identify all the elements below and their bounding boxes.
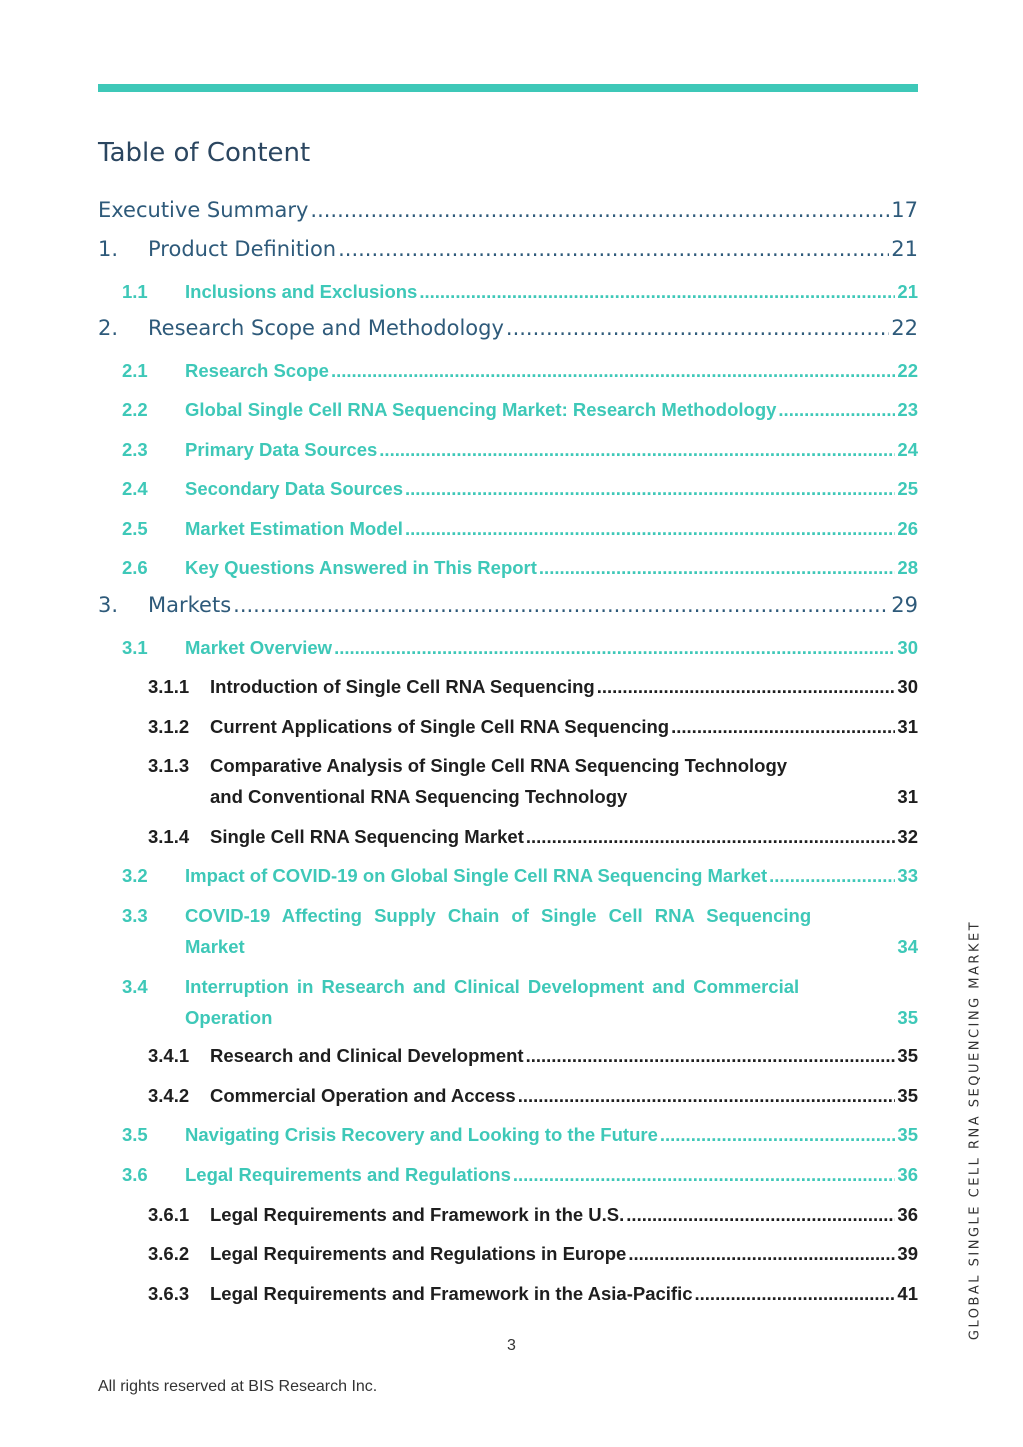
toc-entry-page: 31 bbox=[897, 786, 918, 807]
toc-entry-text: Research and Clinical Development bbox=[210, 1045, 524, 1066]
toc-entry-text: Inclusions and Exclusions bbox=[185, 281, 418, 302]
toc-entry-introduction-scrna[interactable] bbox=[148, 676, 918, 698]
toc-entry-number: 2.1 bbox=[122, 360, 148, 381]
toc-entry-inclusions-exclusions[interactable] bbox=[122, 281, 918, 303]
toc-leader-dots bbox=[331, 360, 895, 382]
toc-entry-text-continued: Market bbox=[185, 936, 245, 957]
toc-entry-text: Research Scope and Methodology bbox=[148, 316, 504, 340]
toc-entry-number: 2.4 bbox=[122, 478, 148, 499]
toc-entry-page: 21 bbox=[897, 281, 918, 302]
toc-leader-dots bbox=[379, 439, 895, 461]
toc-leader-dots bbox=[539, 557, 896, 579]
toc-entry-text: Legal Requirements and Framework in the Asia-Pacific bbox=[210, 1283, 693, 1304]
toc-entry-executive-summary[interactable] bbox=[98, 198, 918, 222]
toc-entry-number: 3.4.1 bbox=[148, 1045, 190, 1066]
toc-leader-dots bbox=[506, 316, 889, 340]
toc-entry-text-continued: and Conventional RNA Sequencing Technology bbox=[210, 786, 628, 807]
toc-entry-text: Primary Data Sources bbox=[185, 439, 378, 460]
toc-leader-dots bbox=[626, 1204, 895, 1226]
toc-entry-research-scope-methodology[interactable] bbox=[98, 316, 918, 340]
page-title: Table of Content bbox=[98, 138, 311, 168]
toc-entry-text: Comparative Analysis of Single Cell RNA Sequencing Technology bbox=[210, 755, 788, 776]
toc-leader-dots bbox=[513, 1164, 896, 1186]
toc-entry-number: 1. bbox=[98, 237, 119, 261]
toc-entry-page: 24 bbox=[897, 439, 918, 460]
toc-entry-primary-data-sources[interactable] bbox=[122, 439, 918, 461]
toc-entry-page: 35 bbox=[897, 1124, 918, 1145]
toc-entry-page: 36 bbox=[897, 1204, 918, 1225]
toc-entry-number: 2. bbox=[98, 316, 119, 340]
toc-entry-research-methodology[interactable] bbox=[122, 399, 918, 421]
toc-leader-dots bbox=[778, 399, 895, 421]
toc-leader-dots bbox=[769, 865, 895, 887]
toc-entry-text: Legal Requirements and Framework in the U.S. bbox=[210, 1204, 625, 1225]
toc-entry-number: 1.1 bbox=[122, 281, 148, 302]
toc-entry-page: 29 bbox=[891, 593, 918, 617]
toc-entry-text: Executive Summary bbox=[98, 198, 309, 222]
toc-entry-number: 3.1.4 bbox=[148, 826, 190, 847]
toc-entry-research-scope[interactable] bbox=[122, 360, 918, 382]
toc-entry-number: 3.5 bbox=[122, 1124, 148, 1145]
page-number: 3 bbox=[507, 1337, 516, 1354]
toc-entry-text: Navigating Crisis Recovery and Looking to the Future bbox=[185, 1124, 658, 1145]
toc-entry-page: 22 bbox=[897, 360, 918, 381]
toc-entry-page: 36 bbox=[897, 1164, 918, 1185]
toc-entry-number: 3. bbox=[98, 593, 119, 617]
toc-leader-dots bbox=[695, 1283, 896, 1305]
toc-leader-dots bbox=[233, 593, 889, 617]
toc-entry-text: Product Definition bbox=[148, 237, 337, 261]
toc-entry-page: 21 bbox=[891, 237, 918, 261]
toc-entry-market-overview[interactable] bbox=[122, 637, 918, 659]
toc-entry-text: Markets bbox=[148, 593, 232, 617]
toc-entry-crisis-recovery[interactable] bbox=[122, 1124, 918, 1146]
toc-entry-text: Commercial Operation and Access bbox=[210, 1085, 516, 1106]
toc-entry-number: 3.2 bbox=[122, 865, 148, 886]
toc-entry-legal-requirements[interactable] bbox=[122, 1164, 918, 1186]
toc-leader-dots bbox=[334, 637, 895, 659]
toc-entry-page: 35 bbox=[897, 1045, 918, 1066]
toc-entry-text: Interruption in Research and Clinical Development and Commercial bbox=[185, 976, 800, 997]
toc-entry-page: 22 bbox=[891, 316, 918, 340]
toc-entry-text: Secondary Data Sources bbox=[185, 478, 403, 499]
toc-leader-dots bbox=[660, 1124, 896, 1146]
toc-leader-dots bbox=[526, 826, 896, 848]
toc-entry-number: 3.1 bbox=[122, 637, 148, 658]
footer-copyright: All rights reserved at BIS Research Inc. bbox=[98, 1378, 378, 1395]
toc-entry-number: 3.3 bbox=[122, 905, 148, 926]
toc-entry-commercial-operation[interactable] bbox=[148, 1085, 918, 1107]
toc-entry-secondary-data-sources[interactable] bbox=[122, 478, 918, 500]
toc-entry-number: 2.3 bbox=[122, 439, 148, 460]
toc-entry-text: Legal Requirements and Regulations in Europe bbox=[210, 1243, 627, 1264]
toc-leader-dots bbox=[419, 281, 895, 303]
toc-entry-number: 3.6.1 bbox=[148, 1204, 190, 1225]
toc-entry-text: Key Questions Answered in This Report bbox=[185, 557, 537, 578]
toc-leader-dots bbox=[310, 198, 889, 222]
toc-entry-text: Single Cell RNA Sequencing Market bbox=[210, 826, 524, 847]
toc-entry-number: 3.4.2 bbox=[148, 1085, 190, 1106]
toc-entry-key-questions[interactable] bbox=[122, 557, 918, 579]
toc-entry-page: 23 bbox=[897, 399, 918, 420]
toc-entry-text: Current Applications of Single Cell RNA Sequencing bbox=[210, 716, 670, 737]
toc-entry-markets[interactable] bbox=[98, 593, 918, 617]
top-accent-rule bbox=[98, 84, 918, 92]
toc-entry-text: Market Overview bbox=[185, 637, 333, 658]
toc-entry-comparative-analysis[interactable] bbox=[148, 755, 918, 815]
toc-entry-covid-supply-chain[interactable] bbox=[122, 905, 918, 965]
toc-entry-page: 35 bbox=[897, 1085, 918, 1106]
toc-leader-dots bbox=[671, 716, 895, 738]
toc-entry-page: 33 bbox=[897, 865, 918, 886]
toc-entry-page: 17 bbox=[891, 198, 918, 222]
toc-entry-current-applications[interactable] bbox=[148, 716, 918, 738]
toc-entry-page: 30 bbox=[897, 637, 918, 658]
toc-entry-page: 26 bbox=[897, 518, 918, 539]
toc-entry-page: 35 bbox=[897, 1007, 918, 1028]
toc-leader-dots bbox=[518, 1085, 896, 1107]
toc-entry-text: Introduction of Single Cell RNA Sequencing bbox=[210, 676, 595, 697]
toc-entry-product-definition[interactable] bbox=[98, 237, 918, 261]
toc-entry-text: Market Estimation Model bbox=[185, 518, 403, 539]
toc-entry-text-continued: Operation bbox=[185, 1007, 273, 1028]
toc-entry-legal-asia-pacific[interactable] bbox=[148, 1283, 918, 1305]
toc-entry-page: 32 bbox=[897, 826, 918, 847]
toc-entry-number: 3.6.2 bbox=[148, 1243, 190, 1264]
toc-entry-number: 3.4 bbox=[122, 976, 148, 997]
toc-entry-number: 2.5 bbox=[122, 518, 148, 539]
toc-entry-number: 2.6 bbox=[122, 557, 148, 578]
toc-leader-dots bbox=[338, 237, 889, 261]
toc-entry-legal-europe[interactable] bbox=[148, 1243, 918, 1265]
toc-entry-page: 41 bbox=[897, 1283, 918, 1304]
toc-leader-dots bbox=[405, 478, 895, 500]
toc-entry-legal-us[interactable] bbox=[148, 1204, 918, 1226]
toc-entry-text: Impact of COVID-19 on Global Single Cell RNA Sequencing Market bbox=[185, 865, 768, 886]
toc-entry-page: 34 bbox=[897, 936, 918, 957]
toc-leader-dots bbox=[597, 676, 896, 698]
toc-entry-page: 31 bbox=[897, 716, 918, 737]
toc-entry-number: 3.1.2 bbox=[148, 716, 190, 737]
toc-leader-dots bbox=[628, 1243, 895, 1265]
toc-entry-number: 3.6.3 bbox=[148, 1283, 190, 1304]
side-running-title: GLOBAL SINGLE CELL RNA SEQUENCING MARKET bbox=[967, 919, 983, 1341]
toc-leader-dots bbox=[405, 518, 895, 540]
toc-entry-text: Legal Requirements and Regulations bbox=[185, 1164, 511, 1185]
toc-entry-market-estimation-model[interactable] bbox=[122, 518, 918, 540]
toc-entry-text: Research Scope bbox=[185, 360, 329, 381]
toc-entry-number: 3.1.3 bbox=[148, 755, 190, 776]
toc-entry-page: 25 bbox=[897, 478, 918, 499]
toc-entry-number: 3.6 bbox=[122, 1164, 148, 1185]
toc-leader-dots bbox=[526, 1045, 896, 1067]
toc-entry-covid-impact[interactable] bbox=[122, 865, 918, 887]
toc-entry-text: COVID-19 Affecting Supply Chain of Single Cell RNA Sequencing bbox=[185, 905, 812, 926]
toc-entry-interruption-research[interactable] bbox=[122, 976, 918, 1036]
toc-entry-research-clinical-development[interactable] bbox=[148, 1045, 918, 1067]
toc-entry-number: 3.1.1 bbox=[148, 676, 190, 697]
toc-entry-text: Global Single Cell RNA Sequencing Market: Research Methodology bbox=[185, 399, 777, 420]
toc-entry-page: 30 bbox=[897, 676, 918, 697]
toc-entry-page: 39 bbox=[897, 1243, 918, 1264]
toc-entry-number: 2.2 bbox=[122, 399, 148, 420]
toc-entry-scrna-market[interactable] bbox=[148, 826, 918, 848]
toc-entry-page: 28 bbox=[897, 557, 918, 578]
